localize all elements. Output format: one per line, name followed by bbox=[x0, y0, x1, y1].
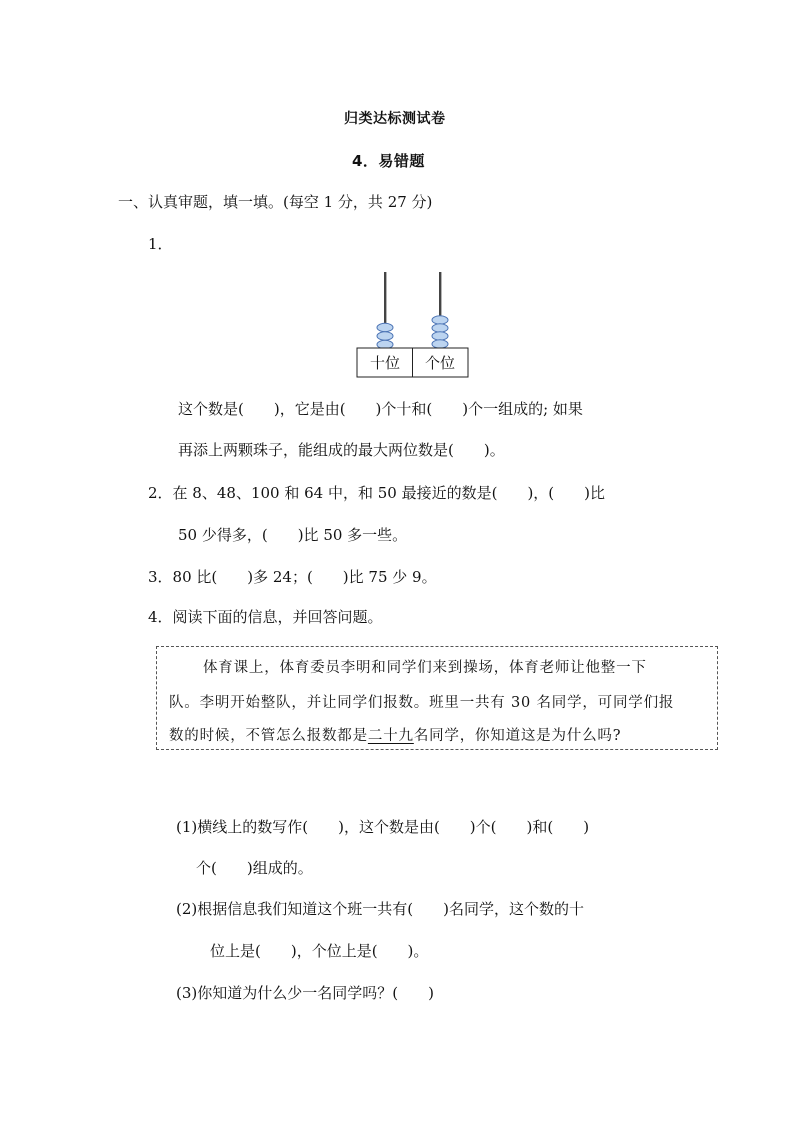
question-1-line-2: 再添上两颗珠子，能组成的最大两位数是( )。 bbox=[178, 441, 505, 459]
abacus-ones-label: 个位 bbox=[424, 354, 456, 372]
info-line-3-start: 数的时候，不管怎么报数都是 bbox=[169, 728, 368, 744]
info-line-2: 队。李明开始整队，并让同学们报数。班里一共有 30 名同学，可同学们报 bbox=[169, 695, 675, 711]
page-subtitle: 4．易错题 bbox=[352, 152, 425, 170]
abacus-bead bbox=[432, 340, 448, 348]
question-4-sub-3-line-1: (3)你知道为什么少一名同学吗？( ) bbox=[176, 984, 434, 1002]
page-title: 归类达标测试卷 bbox=[344, 111, 446, 127]
question-2-line-1: 2．在 8、48、100 和 64 中，和 50 最接近的数是( )，( )比 bbox=[148, 484, 605, 502]
abacus-beads-tens bbox=[377, 323, 393, 348]
abacus-bead bbox=[432, 324, 448, 332]
question-3-line-1: 3．80 比( )多 24；( )比 75 少 9。 bbox=[148, 568, 437, 586]
info-line-1: 体育课上，体育委员李明和同学们来到操场，体育老师让他整一下 bbox=[203, 660, 647, 676]
abacus-bead bbox=[432, 316, 448, 324]
abacus-bead bbox=[377, 323, 393, 331]
question-2-line-2: 50 少得多，( )比 50 多一些。 bbox=[178, 526, 408, 544]
question-4-sub-1-line-2: 个( )组成的。 bbox=[196, 859, 313, 877]
abacus-bead bbox=[377, 340, 393, 348]
info-line-3-end: 名同学，你知道这是为什么吗? bbox=[413, 728, 622, 744]
question-4-sub-2-line-2: 位上是( )，个位上是( )。 bbox=[210, 942, 429, 960]
question-4-line-1: 4．阅读下面的信息，并回答问题。 bbox=[148, 608, 383, 626]
abacus-bead bbox=[432, 332, 448, 340]
section-heading: 一、认真审题，填一填。(每空 1 分，共 27 分) bbox=[118, 193, 433, 211]
underlined-number-text: 二十九 bbox=[367, 728, 414, 744]
question-1-line-1: 这个数是( )，它是由( )个十和( )个一组成的; 如果 bbox=[178, 400, 583, 418]
info-box bbox=[156, 646, 718, 750]
abacus-bead bbox=[377, 332, 393, 340]
question-4-sub-1-line-1: (1)横线上的数写作( )，这个数是由( )个( )和( ) bbox=[176, 818, 590, 836]
abacus-beads-ones bbox=[432, 316, 448, 348]
abacus-tens-label: 十位 bbox=[369, 354, 401, 372]
question-4-sub-2-line-1: (2)根据信息我们知道这个班一共有( )名同学，这个数的十 bbox=[176, 900, 584, 918]
question-1-number: 1． bbox=[148, 235, 173, 253]
info-line-3 bbox=[169, 724, 621, 745]
abacus-figure bbox=[350, 266, 480, 380]
